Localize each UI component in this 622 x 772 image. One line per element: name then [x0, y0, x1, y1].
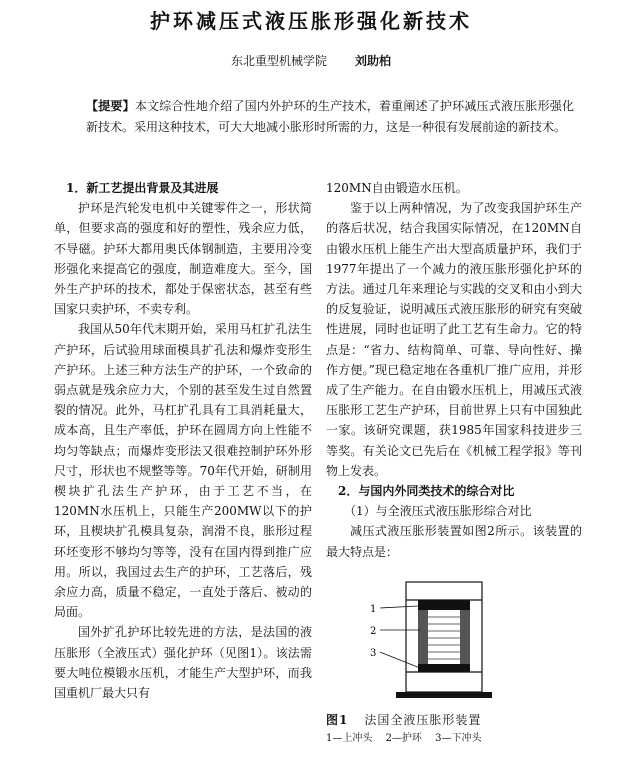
legend-item: 1—上冲头 — [326, 732, 373, 744]
paragraph: 减压式液压胀形装置如图2所示。该装置的最大特点是： — [326, 524, 582, 559]
abstract-text: 本文综合性地介绍了国内外护环的生产技术，着重阐述了护环减压式液压胀形强化新技术。采用这种技术，可大大地减小胀形时所需的力，这是一种很有发展前途的新技术。 — [86, 99, 574, 134]
section-heading: 1．新工艺提出背景及其进展 — [66, 181, 219, 195]
ring-wall-left — [418, 610, 428, 664]
paragraph: 120MN自由锻造水压机。 — [326, 181, 468, 195]
abstract — [86, 96, 574, 138]
section-heading: 2．与国内外同类技术的综合对比 — [338, 484, 515, 499]
figure-caption — [326, 712, 582, 728]
byline — [0, 53, 622, 69]
die-outline — [406, 582, 482, 692]
figure-legend — [326, 732, 582, 746]
legend-item: 2—护环 — [385, 732, 422, 744]
article-title: 护环减压式液压胀形强化新技术 — [150, 9, 472, 33]
figure-label-3: 3 — [370, 647, 377, 659]
figure-number: 图1 — [326, 712, 349, 727]
ring-wall-right — [460, 610, 470, 664]
lower-punch-shape — [418, 664, 470, 672]
upper-punch-shape — [418, 600, 470, 610]
left-column — [54, 178, 312, 703]
paragraph: 护环是汽轮发电机中关键零件之一，形状简单，但要求高的强度和好的塑性，残余应力低，不导磁。护环大都用奥氏体钢制造，主要用冷变形强化来提高它的强度，制造难度大。至今，国外生产护环的技术，都处于保密状态，甚至有些国家只卖护环，不卖专利。 — [54, 201, 312, 317]
figure-caption-text: 法国全液压胀形装置 — [364, 712, 482, 727]
subsection-heading: （1）与全液压式液压胀形综合对比 — [344, 504, 532, 519]
abstract-label: 【提要】 — [86, 99, 135, 113]
figure-label-2: 2 — [370, 625, 377, 637]
figure-1 — [326, 572, 582, 747]
author-name: 刘助柏 — [355, 54, 392, 68]
legend-item: 3—下冲头 — [435, 732, 482, 744]
right-column — [326, 178, 582, 747]
affiliation: 东北重型机械学院 — [230, 54, 327, 68]
paragraph: 鉴于以上两种情况，为了改变我国护环生产的落后状况，结合我国实际情况，在120MN自由锻水压机上能生产出大型高质量护环，我们于1977年提出了一个减力的液压胀形强化护环的方法。通过几年来理论与实践的交叉和由小到大的反复验证，说明减压式液压胀形的研究有突破性进展，同时也证明了此工艺有生命力。它的特点是：“省力、结构简单、可靠、导向性好、操作方便。”现已稳定地在各重机厂推广应用，并形成了生产能力。在自由锻水压机上，用减压式液压胀形工艺生产护环，目前世界上只有中国独此一家。该研究课题，获1985年国家科技进步三等奖。有关论文已先后在《机械工程学报》等刊物上发表。 — [326, 201, 582, 478]
press-apparatus-diagram — [366, 572, 516, 707]
figure-label-1: 1 — [370, 603, 377, 615]
paragraph: 国外扩孔护环比较先进的方法，是法国的液压胀形（全液压式）强化护环（见图1）。该法需要大吨位模锻水压机，才能生产大型护环，而我国重机厂最大只有 — [54, 625, 312, 701]
paragraph: 我国从50年代末期开始，采用马杠扩孔法生产护环，后试验用球面模具扩孔法和爆炸变形生产护环。上述三种方法生产的护环，一个致命的弱点就是残余应力大，个别的甚至发生过自然置裂的情况。此外，马杠扩孔具有工具消耗量大，成本高，且生产率低，护环在圆周方向上性能不均匀等缺点；而爆炸变形法又很难控制护环外形尺寸，形状也不规整等等。70年代开始，研制用楔块扩孔法生产护环，由于工艺不当，在120MN水压机上，只能生产200MW以下的护环，且楔块扩孔模具复杂，润滑不良，胀形过程环坯变形不够均匀等等，没有在国内得到推广应用。所以，我国过去生产的护环，工艺落后，残余应力高，质量不稳定，一直处于落后、被动的局面。 — [54, 322, 312, 620]
press-base — [396, 692, 492, 698]
